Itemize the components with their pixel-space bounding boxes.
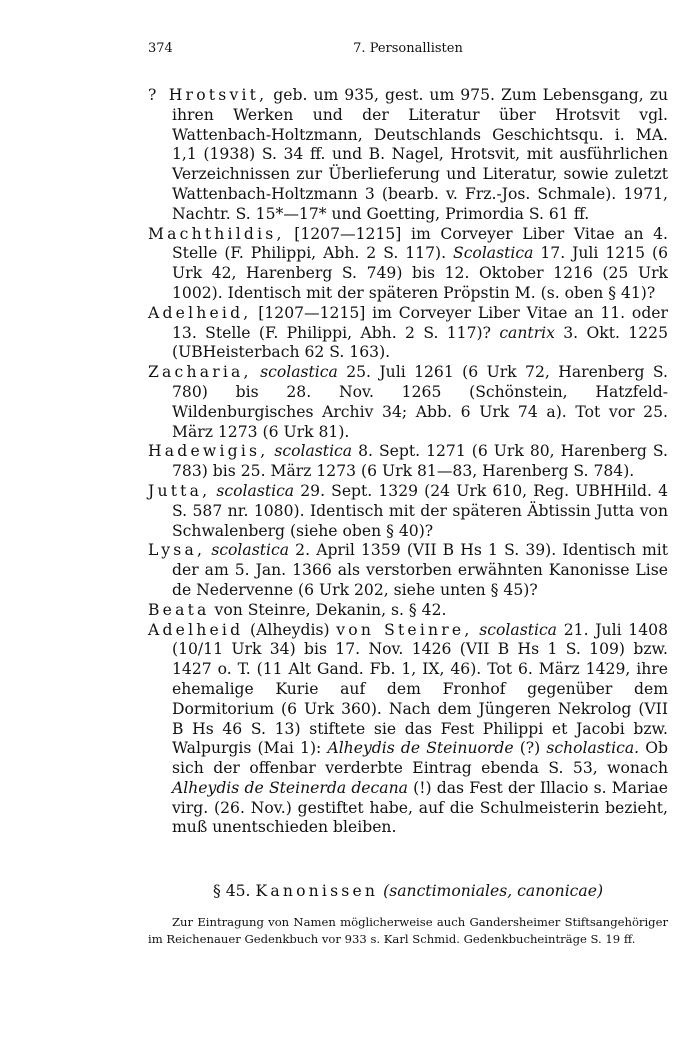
section-title: Kanonissen bbox=[255, 882, 379, 900]
entry-text: 25. Juli 1261 (6 Urk 72, Harenberg S. 780) bis 28. Nov. 1265 (Schönstein, Hatzfeld-Wildenburgisches Archiv 34; Abb. 6 Urk 74 a). Tot vor 25. März 1273 (6 Urk 81). bbox=[172, 363, 668, 441]
entry-name: Jutta, bbox=[148, 481, 211, 500]
entry-italic-text: Alheydis de Steinuorde bbox=[327, 739, 514, 758]
entry-name: Beata bbox=[148, 600, 210, 619]
list-entry bbox=[148, 482, 668, 541]
entry-text: (Alheydis) bbox=[243, 620, 337, 639]
entry-italic-text: scolastica bbox=[211, 541, 290, 560]
person-list bbox=[148, 86, 668, 838]
section-45 bbox=[148, 882, 668, 948]
entry-italic-text: cantrix bbox=[499, 323, 555, 342]
list-entry bbox=[148, 86, 668, 225]
entry-text: von Steinre, bbox=[336, 620, 473, 639]
entry-text: 8. Sept. 1271 (6 Urk 80, Harenberg S. 783) bis 25. März 1273 (6 Urk 81—83, Harenberg S. 784). bbox=[172, 442, 668, 481]
list-entry bbox=[148, 601, 668, 621]
entry-italic-text: Scolastica bbox=[453, 244, 534, 263]
entry-italic-text: scolastica bbox=[479, 620, 557, 639]
entry-text: (?) bbox=[513, 739, 547, 758]
section-subtitle: (sanctimoniales, canonicae) bbox=[383, 882, 604, 900]
entry-text: [1207—1215] im Corveyer Liber Vitae an 11. oder 13. Stelle (F. Philippi, Abh. 2 S. 117)? bbox=[172, 303, 668, 342]
entry-name: Machthildis, bbox=[148, 224, 285, 243]
entry-text: von Steinre, Dekanin, s. § 42. bbox=[209, 600, 447, 619]
entry-text bbox=[252, 363, 260, 381]
list-entry bbox=[148, 442, 668, 482]
list-entry bbox=[148, 304, 668, 363]
entry-text: 3. Okt. 1225 (UBHeisterbach 62 S. 163). bbox=[172, 323, 668, 362]
entry-text: 2. April 1359 (VII B Hs 1 S. 39). Identisch mit der am 5. Jan. 1366 als verstorben erwähnten Kanonisse Lise de Nedervenne (6 Urk 202, siehe unten § 45)? bbox=[172, 541, 668, 599]
entry-text: [1207—1215] im Corveyer Liber Vitae an 4. Stelle (F. Philippi, Abh. 2 S. 117). bbox=[172, 224, 668, 263]
entry-text: (!) das Fest der Illacio s. Mariae virg. (26. Nov.) gestiftet habe, auf die Schulmeisterin bezieht, muß unentschieden bleiben. bbox=[172, 778, 668, 837]
entry-text: geb. um 935, gest. um 975. Zum Lebensgang, zu ihren Werken und der Literatur über Hrotsvit vgl. Wattenbach-Holtzmann, Deutschlands Geschichtsqu. i. MA. 1,1 (1938) S. 34 ff. und B. Nagel, Hrotsvit, mit ausführlichen Verzeichnissen zur Überlieferung und Literatur, sowie zuletzt Wattenbach-Holtzmann 3 (bearb. v. Frz.-Jos. Schmale). 1971, Nachtr. S. 15*—17* und Goetting, Primordia S. 61 ff. bbox=[172, 86, 668, 223]
entry-italic-text: scholastica. bbox=[546, 739, 640, 758]
entry-name: Adelheid bbox=[148, 620, 244, 639]
entry-italic-text: scolastica bbox=[216, 481, 295, 500]
entry-text: Ob sich der offenbar verderbte Eintrag ebenda S. 53, wonach bbox=[172, 739, 668, 778]
running-head bbox=[148, 41, 668, 61]
entry-text: 29. Sept. 1329 (24 Urk 610, Reg. UBHHild. 4 S. 587 nr. 1080). Identisch mit der späteren Äbtissin Jutta von Schwalenberg (siehe oben § 40)? bbox=[172, 481, 668, 540]
entry-italic-text: Alheydis de Steinerda decana bbox=[172, 778, 408, 797]
entry-name: Zacharia, bbox=[148, 363, 252, 382]
list-entry bbox=[148, 225, 668, 304]
page-number: 374 bbox=[148, 41, 173, 56]
chapter-title: 7. Personallisten bbox=[353, 41, 463, 56]
list-entry bbox=[148, 621, 668, 839]
section-number: § 45. bbox=[212, 882, 251, 900]
entry-text: 21. Juli 1408 (10/11 Urk 34) bis 17. Nov. 1426 (VII B Hs 1 S. 109) bzw. 1427 o. T. (11 Alt Gand. Fb. 1, IX, 46). Tot 6. März 1429, ihre ehemalige Kurie auf dem Fronhof gegenüber dem Dormitorium (6 Urk 360). Nach dem Jüngeren Nekrolog (VII B Hs 46 S. 13) stiftete sie das Fest Philippi et Jacobi bzw. Walpurgis (Mai 1): bbox=[172, 620, 668, 758]
entry-name: ? Hrotsvit, bbox=[148, 86, 268, 104]
section-note: Zur Eintragung von Namen möglicherweise auch Gandersheimer Stiftsangehöriger im Reichenauer Gedenkbuch vor 933 s. Karl Schmid. Gedenkbucheinträge S. 19 ff. bbox=[148, 915, 668, 946]
entry-name: Lysa, bbox=[148, 541, 206, 560]
entry-italic-text: scolastica bbox=[274, 442, 353, 461]
entry-italic-text: scolastica bbox=[260, 363, 338, 382]
list-entry bbox=[148, 541, 668, 600]
list-entry bbox=[148, 363, 668, 442]
entry-text: 17. Juli 1215 (6 Urk 42, Harenberg S. 749) bis 12. Oktober 1216 (25 Urk 1002). Identisch mit der späteren Pröpstin M. (s. oben § 41)? bbox=[172, 244, 668, 302]
entry-name: Hadewigis, bbox=[148, 442, 269, 461]
section-heading bbox=[148, 882, 668, 900]
entry-name: Adelheid, bbox=[148, 303, 252, 322]
